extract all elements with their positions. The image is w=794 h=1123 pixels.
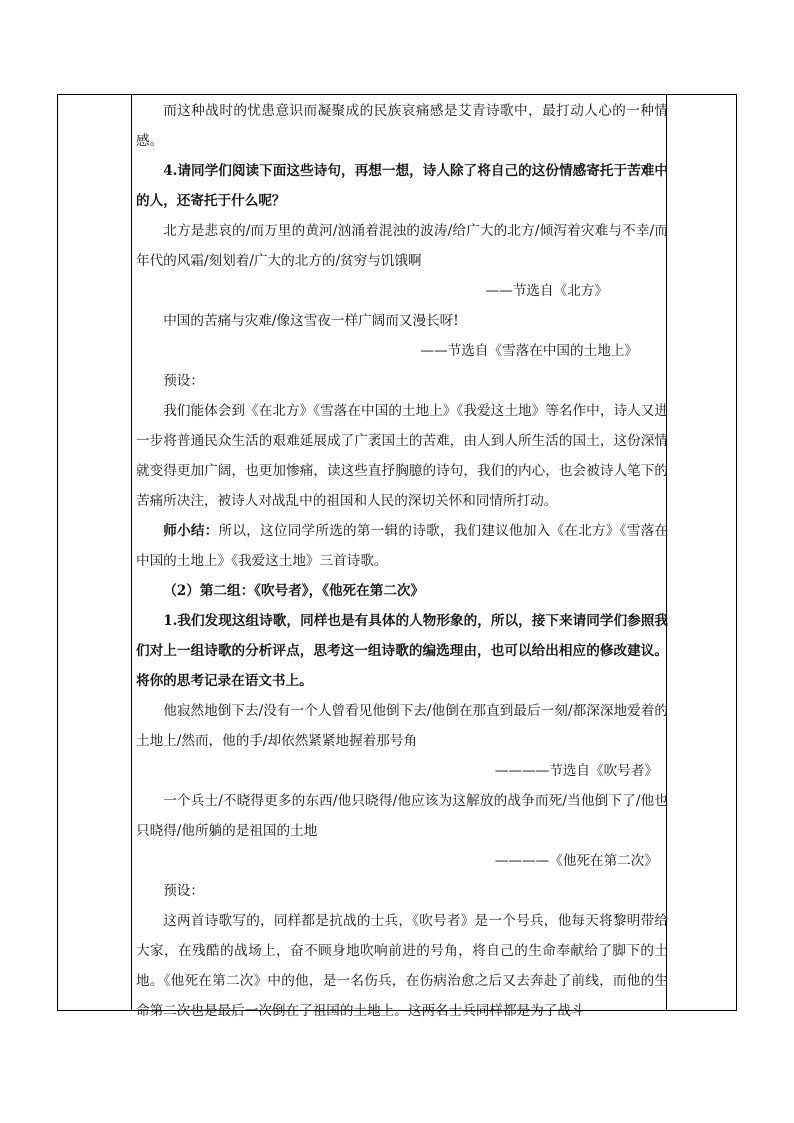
group-2-heading: （2）第二组：《吹号者》，《他死在第二次》	[163, 583, 425, 599]
preset-label-2: 预设：	[163, 883, 204, 899]
question-4: 4.请同学们阅读下面这些诗句，再想一想，诗人除了将自己的这份情感寄托于苦难中的人，还寄托于什么呢？	[136, 163, 668, 209]
poem-excerpt-bugler: 他寂然地倒下去/没有一个人曾看见他倒下去/他倒在那直到最后一刻/都深深地爱着的土地上/然而，他的手/却依然紧紧地握着那号角	[136, 703, 668, 749]
source-second-death: ————《他死在第二次》	[494, 853, 658, 869]
source-snow: ——节选自《雪落在中国的土地上》	[420, 343, 638, 359]
preset-label: 预设：	[163, 373, 204, 389]
question-1: 1.我们发现这组诗歌，同样也是有具体的人物形象的，所以，接下来请同学们参照我们对上一组诗歌的分析评点，思考这一组诗歌的编选理由，也可以给出相应的修改建议。将你的思考记录在语文书上。	[136, 613, 668, 689]
paragraph-analysis: 我们能体会到《在北方》《雪落在中国的土地上》《我爱这土地》等名作中，诗人又进一步将普通民众生活的艰难延展成了广袤国土的苦难，由人到人所生活的国土，这份深情就变得更加广阔，也更加惨痛，读这些直抒胸臆的诗句，我们的内心，也会被诗人笔下的苦痛所决注，被诗人对战乱中的祖国和人民的深切关怀和同情所打动。	[136, 403, 668, 509]
poem-excerpt-north: 北方是悲哀的/而万里的黄河/汹涌着混浊的波涛/给广大的北方/倾泻着灾难与不幸/而年代的风霜/刻划着/广大的北方的/贫穷与饥饿啊	[136, 223, 668, 269]
column-divider-left	[131, 95, 132, 1010]
lesson-content	[136, 96, 668, 1026]
teacher-summary	[136, 516, 668, 576]
paragraph-soldiers: 这两首诗歌写的，同样都是抗战的士兵，《吹号者》是一个号兵，他每天将黎明带给大家，在残酷的战场上，奋不顾身地吹响前进的号角，将自己的生命奉献给了脚下的土地。《他死在第二次》中的他，是一名伤兵，在伤病治愈之后又去奔赴了前线，而他的生命第二次也是最后一次倒在了祖国的土地上。这两名士兵同样都是为了战斗	[136, 913, 668, 1019]
summary-label: 师小结：	[163, 523, 219, 539]
paragraph-emotion: 而这种战时的忧患意识而凝聚成的民族哀痛感是艾青诗歌中，最打动人心的一种情感。	[136, 103, 668, 149]
poem-excerpt-snow: 中国的苦痛与灾难/像这雪夜一样广阔而又漫长呀!	[163, 313, 459, 329]
source-north: ——节选自《北方》	[485, 283, 608, 299]
summary-text: 所以，这位同学所选的第一辑的诗歌，我们建议他加入《在北方》《雪落在中国的土地上》《我爱这土地》三首诗歌。	[136, 523, 669, 569]
poem-excerpt-second-death: 一个兵士/不晓得更多的东西/他只晓得/他应该为这解放的战争而死/当他倒下了/他也只晓得/他所躺的是祖国的土地	[136, 793, 668, 839]
source-bugler: ————节选自《吹号者》	[494, 763, 658, 779]
